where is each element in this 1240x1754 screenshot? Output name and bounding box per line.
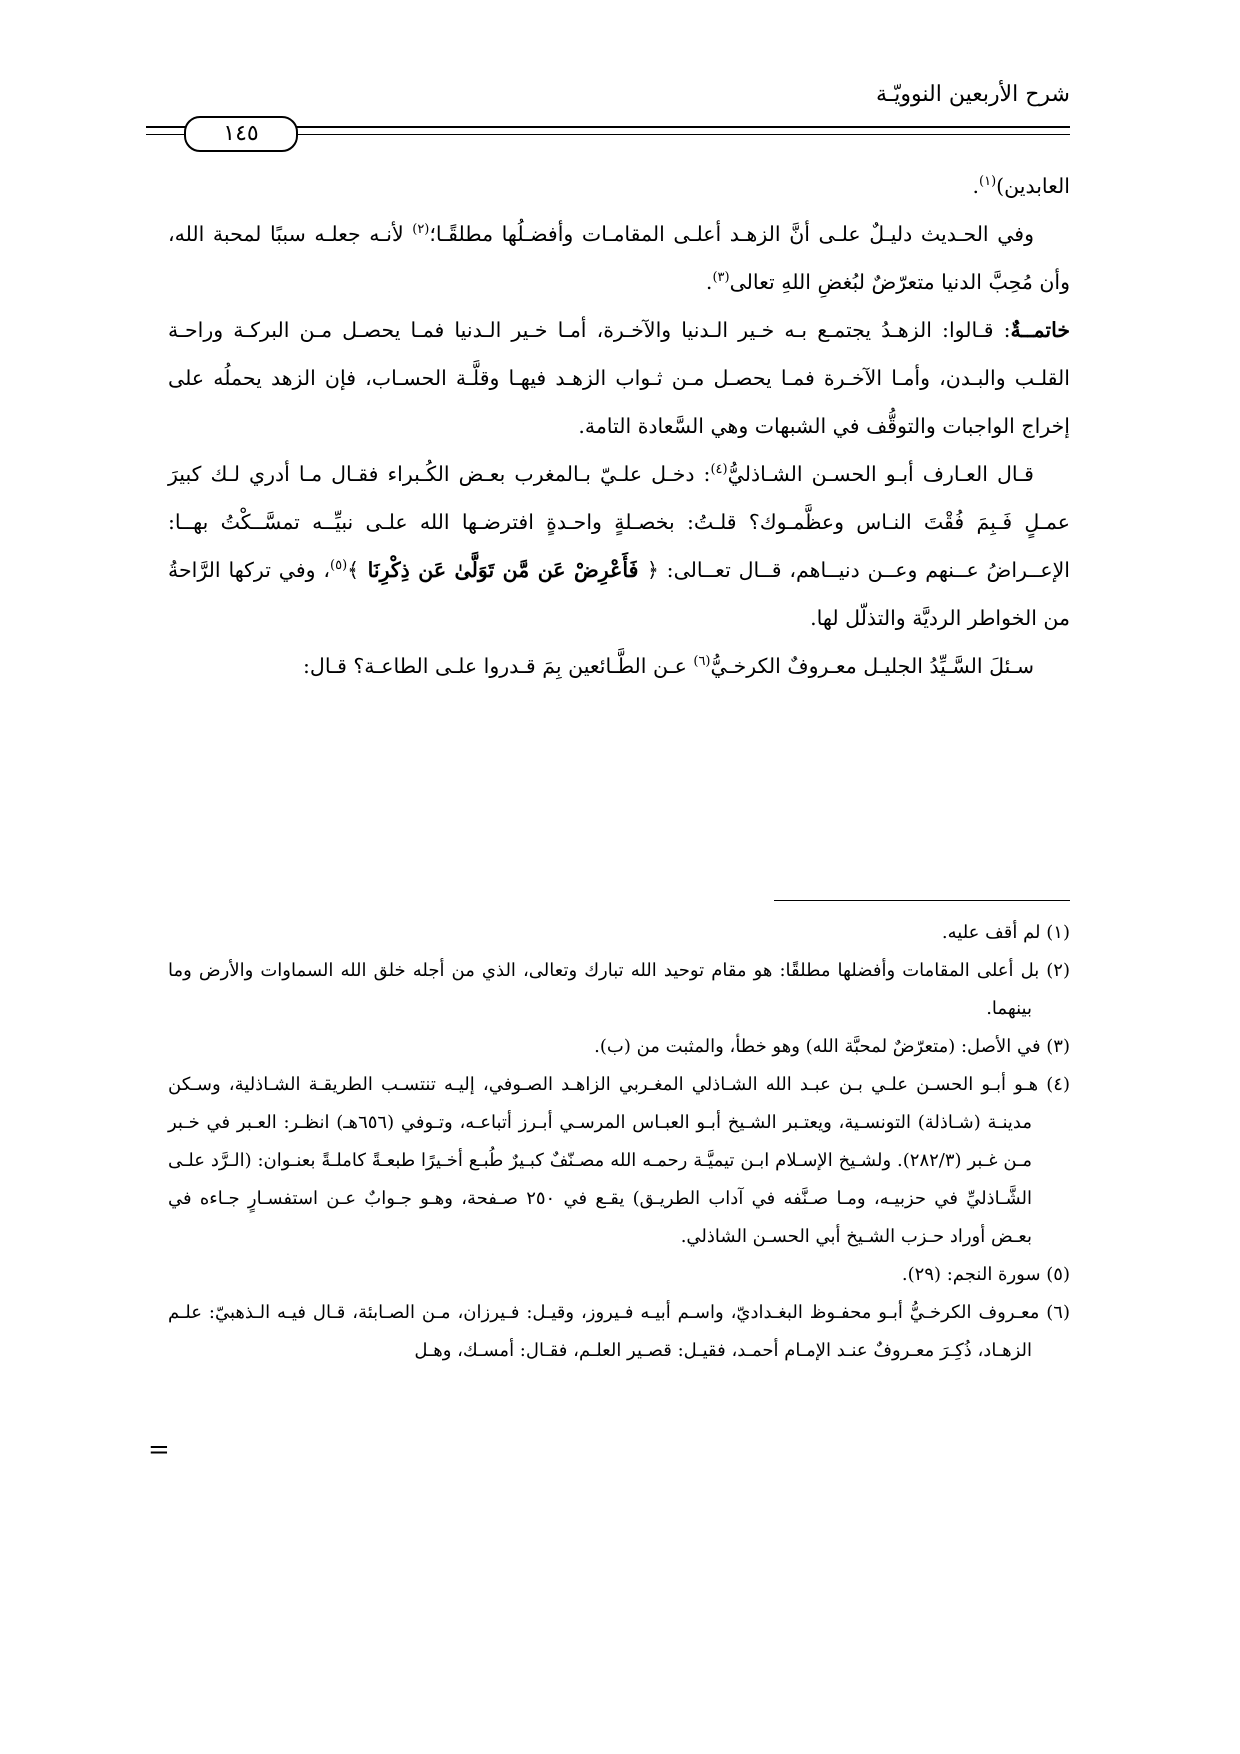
footnote-ref[interactable]: (٤) <box>710 462 728 478</box>
text-run: لأنـه جعلـه سببًا لمحبة الله، وأن مُحِبَّ الدنيا متعرّضٌ لبُغضِ اللهِ تعالى <box>168 222 1070 294</box>
text-run: وفي الحـديث دليـلٌ علـى أنَّ الزهـد أعلـى المقامـات وأفضـلُها مطلقًـا؛ <box>429 222 1034 246</box>
footnote: (٣) في الأصل: (متعرّضٌ لمحبَّة الله) وهو خطأ، والمثبت من (ب). <box>594 1036 1070 1057</box>
text-run: . <box>972 174 979 198</box>
running-title: شرح الأربعين النوويّـة <box>876 82 1070 107</box>
continuation-mark: = <box>148 1435 170 1465</box>
main-text <box>168 162 1070 690</box>
footnote-ref[interactable]: (٥) <box>330 558 348 574</box>
section-lead: خاتمــةٌ <box>1010 318 1070 342</box>
page-number: ١٤٥ <box>223 121 259 146</box>
text-run: ، وفي تركها الرَّاحةُ من الخواطر الرديَّة والتذلّل لها. <box>168 558 1070 630</box>
paragraph <box>168 306 1070 450</box>
text-run: العابدين) <box>996 174 1070 198</box>
paragraph <box>168 450 1070 642</box>
footnote-ref[interactable]: (٦) <box>693 654 711 670</box>
footnote: (١) لم أقف عليه. <box>941 922 1070 943</box>
paragraph <box>168 162 1070 210</box>
footnote-ref[interactable]: (٣) <box>712 270 730 286</box>
footnote-ref[interactable]: (٢) <box>412 222 430 238</box>
text-run: ﴾ <box>347 558 360 582</box>
footnote-ref[interactable]: (١) <box>979 174 997 190</box>
page-number-badge <box>184 116 298 152</box>
text-run: عـن الطَّـائعين بِمَ قـدروا علـى الطاعـة؟ قـال: <box>303 654 694 678</box>
footnote: (٥) سورة النجم: (٢٩). <box>901 1264 1070 1285</box>
quran-verse: فَأَعْرِضْ عَن مَّن تَوَلَّىٰ عَن ذِكْرِنَا <box>359 558 647 582</box>
footnote: (٤) هـو أبـو الحسـن علـي بـن عبـد الله الشـاذلي المغـربي الزاهـد الصـوفي، إليـه تنتسـب الطريقـة الشـاذلية، وسـكن مدينـة (شـاذلة) التونسـية، ويعتـبر الشـيخ أبـو العبـاس المرسـي أبـرز أتباعـه، وتـوفي (٦٥٦هـ) انظـر: العـبر في خـبر مـن غـبر (٢٨٢/٣). ولشـيخ الإسـلام ابـن تيميَّـة رحمـه الله مصـنّفٌ كبـيرٌ طُبـع أخـيرًا طبعـةً كاملـةً بعنـوان: (الـرَّد علـى الشَّـاذليِّ في حزبيـه، ومـا صـنَّفه في آداب الطريـق) يقـع في ٢٥٠ صـفحة، وهـو جـوابٌ عـن استفسـارٍ جـاءه في بعـض أوراد حـزب الشـيخ أبي الحسـن الشاذلي. <box>168 1074 1070 1247</box>
text-run: : دخـل علـيّ بـالمغرب بعـض الكُـبراء فقـال مـا أدري لـك كبيرَ عمـلٍ فَـبِمَ فُقْتَ النـاس وعظَّمـوك؟ قلـتُ: بخصـلةٍ واحـدةٍ افترضـها الله علـى نبيِّــه تمسَّــكْتُ بهــا: الإعــراضُ عــنهم وعــن دنيــاهم، قــال تعــالى: ﴿ <box>168 462 1070 582</box>
text-run: سـئلَ السَّـيِّدُ الجليـل معـروفٌ الكرخـيُّ <box>710 654 1034 678</box>
paragraph <box>168 642 1070 690</box>
text-run: . <box>705 270 713 294</box>
footnote: (٢) بل أعلى المقامات وأفضلها مطلقًا: هو مقام توحيد الله تبارك وتعالى، الذي من أجله خلق الله السماوات والأرض وما بينهما. <box>168 960 1070 1019</box>
footnote-separator <box>774 900 1070 901</box>
text-run: : قـالوا: الزهـدُ يجتمـع بـه خـير الـدنيا والآخـرة، أمـا خـير الـدنيا فمـا يحصـل مـن البركـة وراحـة القلـب والبـدن، وأمـا الآخـرة فمـا يحصـل مـن ثـواب الزهـد فيهـا وقلَّـة الحسـاب، فإن الزهد يحملُه على إخراج الواجبات والتوقُّف في الشبهات وهي السَّعادة التامة. <box>168 318 1070 438</box>
paragraph <box>168 210 1070 306</box>
footnote: (٦) معـروف الكرخـيُّ أبـو محفـوظ البغـداديّ، واسـم أبيـه فـيروز، وقيـل: فـيرزان، مـن الصـابئة، قـال فيـه الـذهبيّ: علـم الزهـاد، ذُكِـرَ معـروفٌ عنـد الإمـام أحمـد، فقيـل: قصـير العلـم، فقـال: أمسـك، وهـل <box>168 1302 1070 1361</box>
footnotes <box>168 914 1070 1370</box>
text-run: قـال العـارف أبـو الحسـن الشـاذليُّ <box>727 462 1034 486</box>
